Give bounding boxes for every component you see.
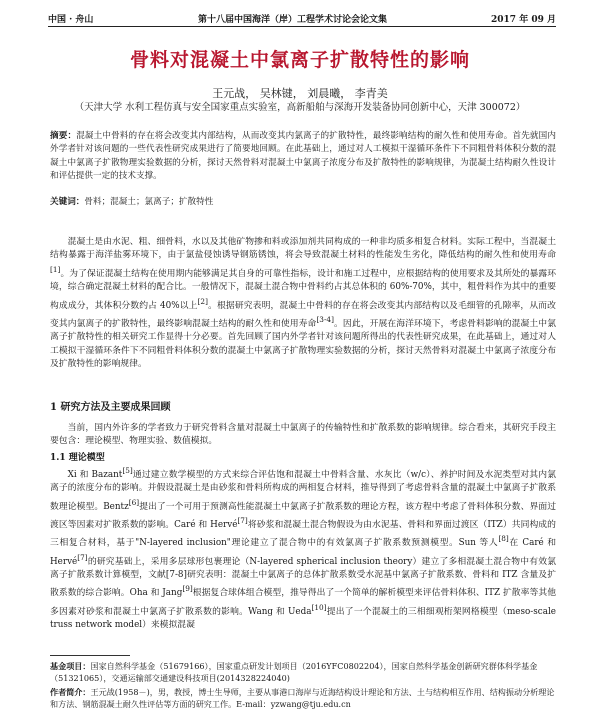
citation: [5] [122, 466, 133, 475]
text-segment: 提出了一个可用于预测高性能混凝土中氯离子扩散系数的理论方程，该方程中考虑了骨料体积分数、界面过渡区等因素对扩散系数的影响。Caré 和 Hervé [50, 501, 556, 530]
text-segment: 。根据研究表明，混凝土中骨料的存在将会改变其内部结构以及毛细管的孔隙率，从而改变其内氯离子的扩散特性，最终影响混凝土结构的耐久性和使用寿命 [50, 300, 556, 329]
text-segment: 根据复合球体组合模型，推导得出了一个简单的解析模型来评估骨料体积、ITZ 扩散率等其他多因素对砂浆和混凝土中氯离子扩散系数的影响。Wang 和 Ueda [50, 588, 556, 617]
abstract [50, 130, 556, 184]
author-bio-footnote [50, 686, 556, 711]
citation: [7] [77, 552, 88, 562]
keywords-label: 关键词： [50, 197, 85, 207]
citation: [8] [498, 534, 509, 544]
citation: [1] [50, 264, 61, 274]
citation: [3-4] [316, 314, 334, 324]
affiliation: （天津大学 水利工程仿真与安全国家重点实验室，高新船舶与深海开发装备协同创新中心，天津 300072） [74, 102, 526, 113]
section-heading: 1 研究方法及主要成果回顾 [50, 402, 171, 413]
citation: [7] [237, 516, 248, 526]
text-segment: 在 Caré 和 Hervé [50, 538, 557, 567]
footnote-divider [50, 655, 130, 656]
text-segment: 提出了一个混凝土的三相细观桁架网格模型（meso-scale truss network model）来模拟混凝 [50, 606, 556, 631]
section-paragraph: 当前，国内外许多的学者致力于研究骨料含量对混凝土中氯离子的传输特性和扩散系数的影响规律。综合看来，其研究手段主要包含：理论模型、物理实验、数值模拟。 [50, 423, 556, 447]
citation: [9] [182, 584, 193, 594]
text-segment: 混凝土是由水泥、粗、细骨料，水以及其他矿物掺和料或添加剂共同构成的一种非均质多相复合材料。实际工程中，当混凝土结构暴露于海洋盐雾环境下，由于氯盐侵蚀诱导钢筋锈蚀，将会导致混凝土材料的性能发生劣化，降低结构的耐久性和使用寿命 [50, 237, 556, 261]
text-segment: 。因此，开展在海洋环境下，考虑骨料影响的混凝土中氯离子扩散特性的相关研究工作显得十分必要。首先回顾了国内外学者针对该问题所得出的代表性研究成果，在此基础上，通过对人工模拟干湿循环条件下不同粗骨料体积分数的混凝土中氯离子扩散物理实验数据的分析，探讨天然骨料对混凝土中氯离子浓度分布及扩散特性的影响规律。 [50, 318, 556, 370]
author-list: 王元战， 吴林键， 刘晨曦， 李青美 [212, 87, 388, 100]
header-proceedings: 第十八届中国海洋（岸）工程学术讨论会论文集 [198, 15, 388, 25]
header-location: 中国 · 舟山 [48, 15, 94, 25]
abstract-text: 混凝土中骨料的存在将会改变其内部结构，从而改变其内氯离子的扩散特性，最终影响结构的耐久性和使用寿命。首先就国内外学者针对该问题的一些代表性研究成果进行了简要地回顾。在此基础上，通过对人工模拟干湿循环条件下不同粗骨料体积分数的混凝土中氯离子扩散物理实验数据的分析，探讨天然骨料对混凝土中氯离子浓度分布及扩散特性的影响规律，为混凝土结构耐久性设计和评估提供一定的技术支撑。 [50, 131, 556, 182]
intro-paragraph [50, 236, 556, 371]
funding-footnote [50, 660, 556, 685]
citation: [6] [128, 497, 140, 507]
keywords [50, 196, 556, 209]
theory-paragraph [50, 464, 556, 633]
text-segment: Xi 和 Bazant [67, 469, 123, 480]
citation: [10] [311, 602, 327, 612]
funding-label: 基金项目： [50, 661, 91, 671]
text-segment: 将砂浆和混凝土混合物假设为由水泥基、骨料和界面过渡区（ITZ）共同构成的三相复合材料，基于"N-layered inclusion"理论建立了混合物中的有效氯离子扩散系数预测模型。Sun 等人 [50, 519, 556, 549]
keywords-text: 骨料；混凝土；氯离子；扩散特性 [84, 197, 214, 207]
text-segment: 通过建立数学模型的方式来综合评估饱和混凝土中骨料含量、水灰比（w/c）、养护时间及水泥类型对其内氯离子的浓度分布的影响。并假设混凝土是由砂浆和骨料所构成的两相复合材料，推导得到了考虑骨料含量的混凝土中氯离子扩散系数理论模型。Bentz [50, 469, 556, 512]
running-header [48, 12, 556, 27]
funding-text: 国家自然科学基金（51679166），国家重点研发计划项目（2016YFC0802204），国家自然科学基金创新研究群体科学基金（51321065），交通运输部交通建设科技项目(2014328224040) [50, 661, 538, 684]
subsection-heading: 1.1 理论模型 [50, 453, 105, 463]
author-bio-text: 王元战(1958－)，男，教授，博士生导师，主要从事港口海岸与近海结构设计理论和方法、土与结构相互作用、结构振动分析理论和方法、钢筋混凝土耐久性评估等方面的研究工作。E-mail：yzwang@tju.edu.cn [50, 687, 555, 710]
text-segment: 。为了保证混凝土结构在使用期内能够满足其自身的可靠性指标，设计和施工过程中，应根据结构的使用要求及其所处的暴露环境，综合确定混凝土材料的配合比。一般情况下，混凝土混合物中骨料约占其总体积的 60%-70%，其中，粗骨料作为其中的重要构成成分，其体积分数约占 40%以上 [50, 268, 556, 311]
text-segment: 的研究基础上，采用多层球形包裹理论（N-layered spherical inclusion theory）建立了多相混凝土混合物中有效氯离子扩散系数计算模型，文献[7-8]研究表明：混凝土中氯离子的总体扩散系数受水泥基中氯离子扩散系数、骨料和 ITZ 含量及扩散系数的综合影响。Oha 和 Jang [50, 556, 556, 599]
header-date: 2017 年 09 月 [491, 15, 556, 25]
paper-title: 骨料对混凝土中氯离子扩散特性的影响 [129, 49, 470, 71]
author-bio-label: 作者简介： [50, 687, 91, 697]
abstract-label: 摘要： [50, 131, 77, 141]
citation: [2] [197, 296, 208, 306]
